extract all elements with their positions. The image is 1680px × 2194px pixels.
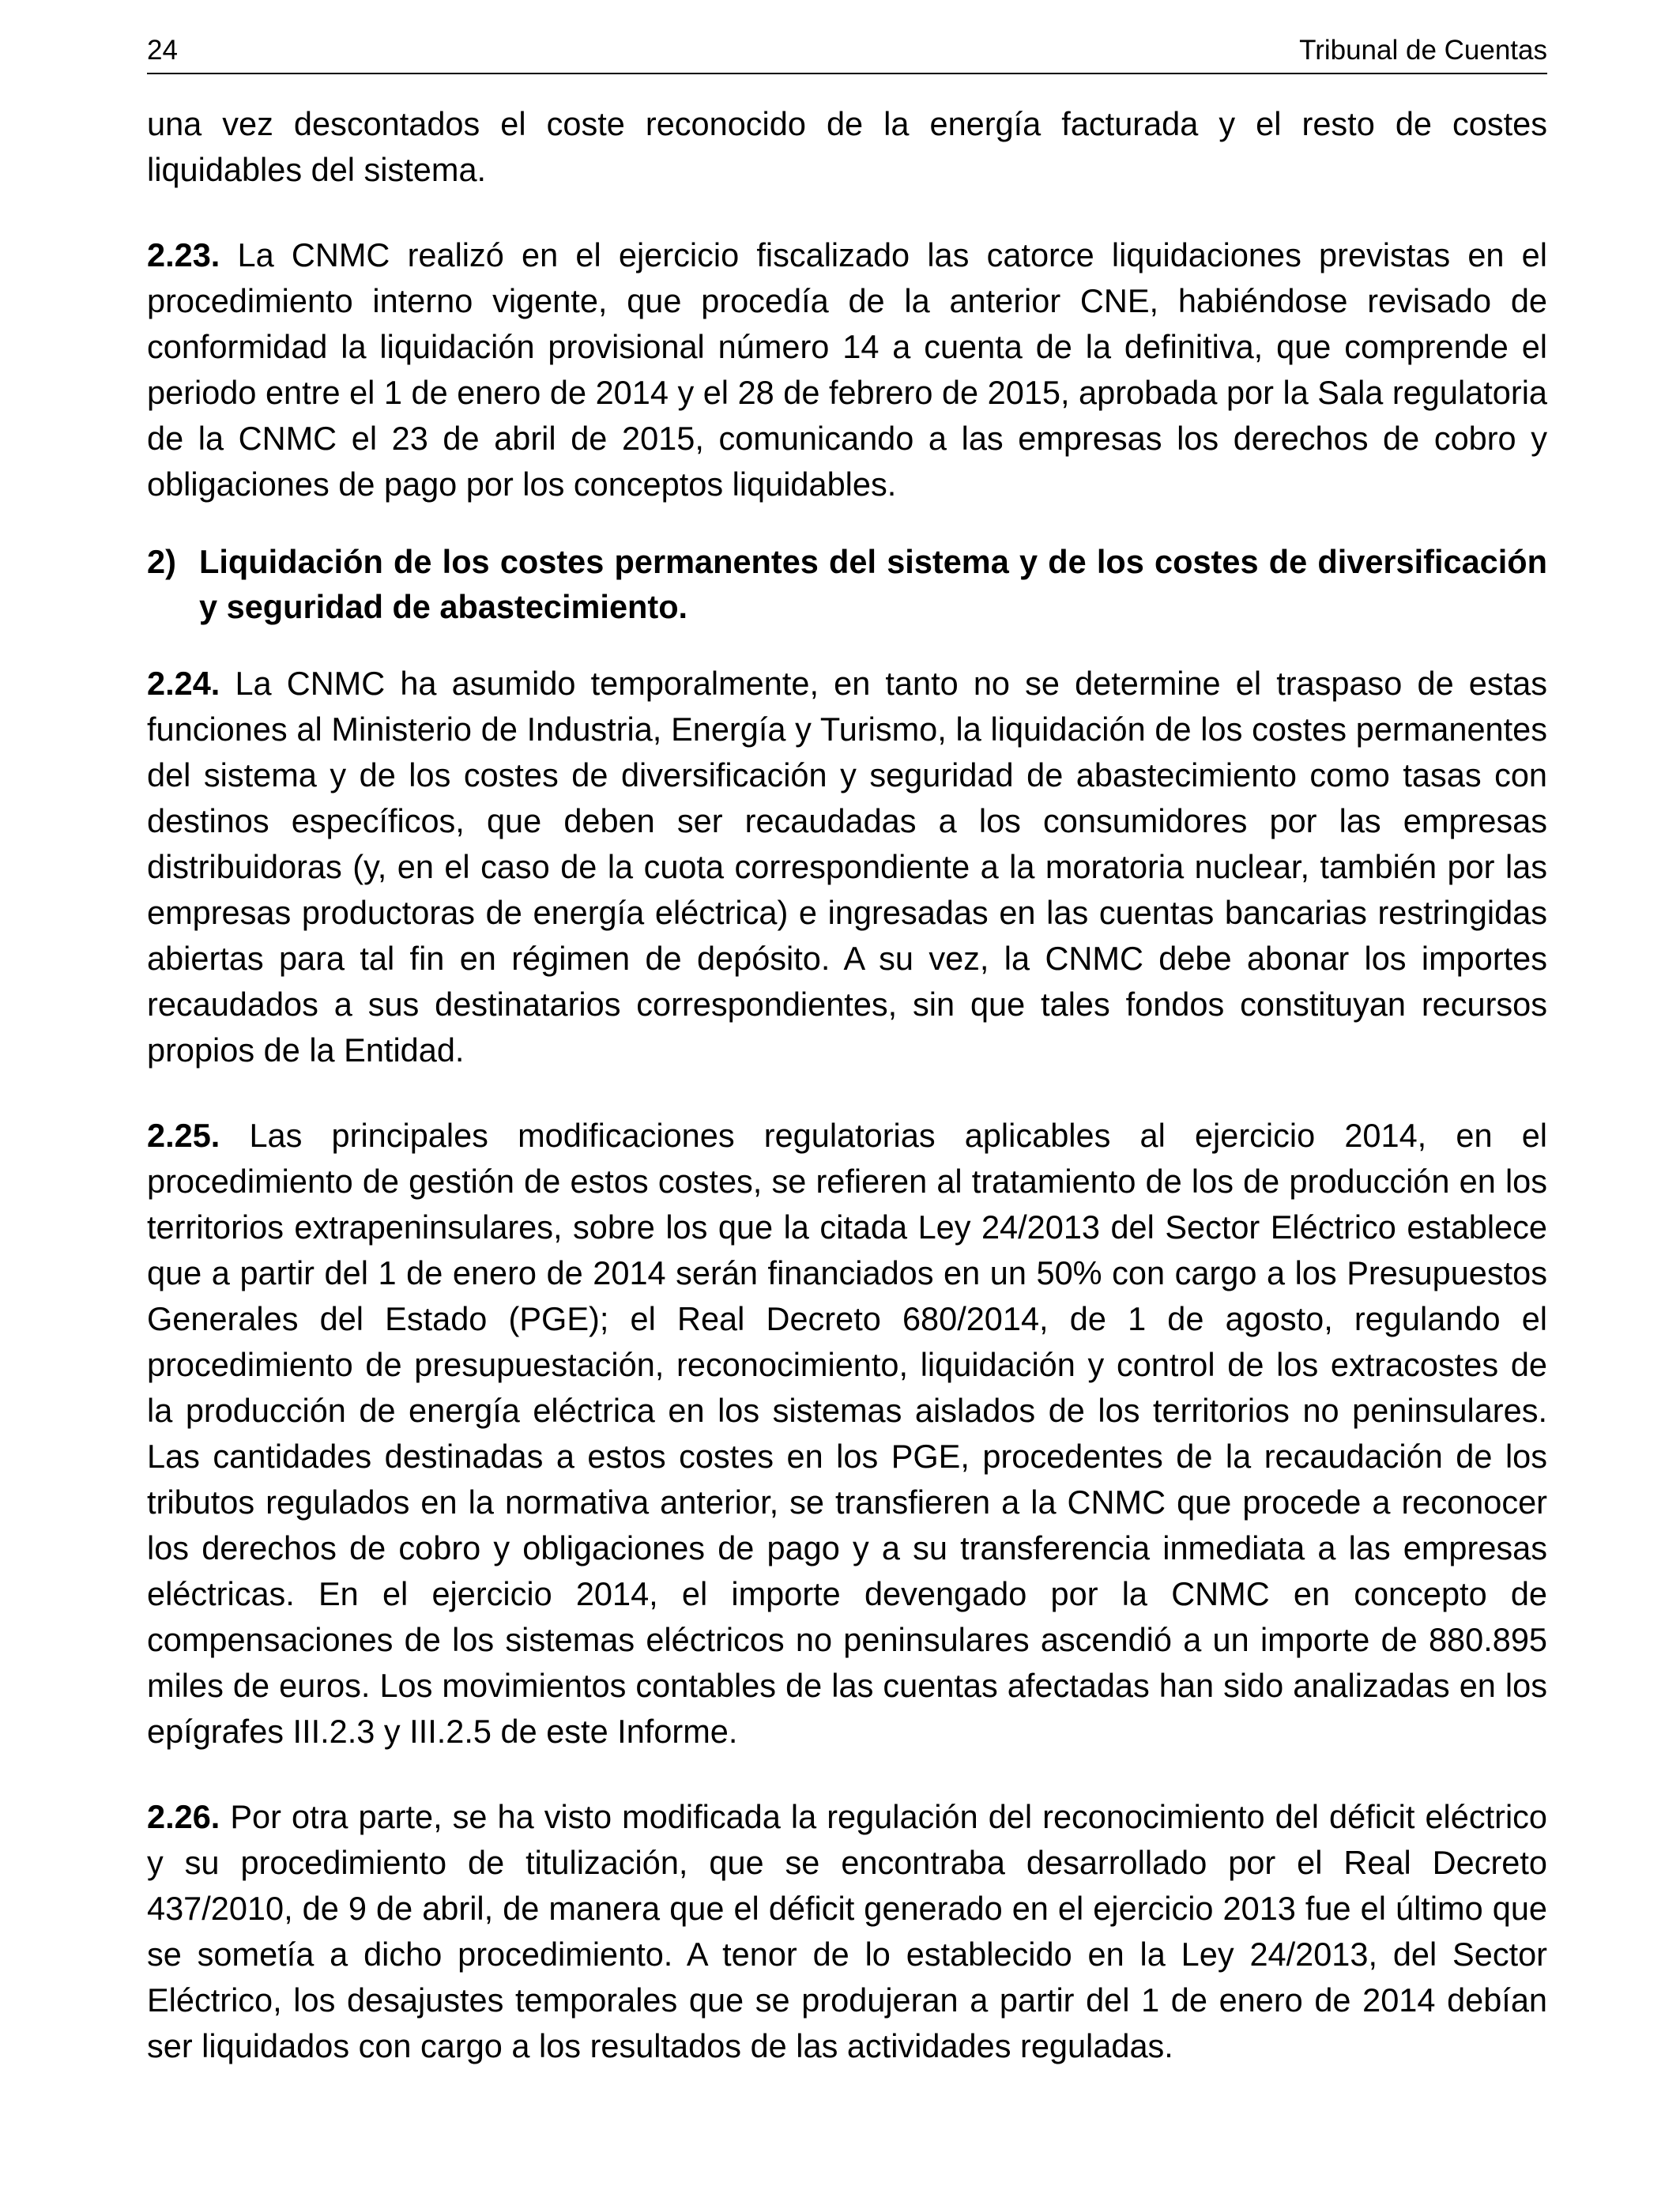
- paragraph-2-24: [147, 661, 1547, 1073]
- paragraph-text: Las principales modificaciones regulatorias aplicables al ejercicio 2014, en el procedimiento de gestión de estos costes, se refieren al tratamiento de los de producción en los territorios extrapeninsulares, sobre los que la citada Ley 24/2013 del Sector Eléctrico establece que a partir del 1 de enero de 2014 serán financiados en un 50% con cargo a los Presupuestos Generales del Estado (PGE); el Real Decreto 680/2014, de 1 de agosto, regulando el procedimiento de presupuestación, reconocimiento, liquidación y control de los extracostes de la producción de energía eléctrica en los sistemas aislados de los territorios no peninsulares. Las cantidades destinadas a estos costes en los PGE, procedentes de la recaudación de los tributos regulados en la normativa anterior, se transfieren a la CNMC que procede a reconocer los derechos de cobro y obligaciones de pago y a su transferencia inmediata a las empresas eléctricas. En el ejercicio 2014, el importe devengado por la CNMC en concepto de compensaciones de los sistemas eléctricos no peninsulares ascendió a un importe de 880.895 miles de euros. Los movimientos contables de las cuentas afectadas han sido analizadas en los epígrafes III.2.3 y III.2.5 de este Informe.: [147, 1117, 1547, 1750]
- paragraph-text: una vez descontados el coste reconocido de la energía facturada y el resto de costes liquidables del sistema.: [147, 105, 1547, 188]
- paragraph-number: 2.25.: [147, 1117, 220, 1154]
- section-marker: 2): [147, 543, 176, 580]
- paragraph-2-25: [147, 1113, 1547, 1755]
- paragraph-2-26: [147, 1794, 1547, 2069]
- page-number: 24: [147, 35, 178, 66]
- document-page: [147, 28, 1547, 2109]
- running-title: Tribunal de Cuentas: [1299, 35, 1547, 66]
- section-heading: [147, 539, 1547, 629]
- paragraph-text: Por otra parte, se ha visto modificada la regulación del reconocimiento del déficit eléctrico y su procedimiento de titulización, que se encontraba desarrollado por el Real Decreto 437/2010, de 9 de abril, de manera que el déficit generado en el ejercicio 2013 fue el último que se sometía a dicho procedimiento. A tenor de lo establecido en la Ley 24/2013, del Sector Eléctrico, los desajustes temporales que se produjeran a partir del 1 de enero de 2014 debían ser liquidados con cargo a los resultados de las actividades reguladas.: [147, 1798, 1547, 2064]
- paragraph-number: 2.26.: [147, 1798, 220, 1835]
- paragraph-text: La CNMC ha asumido temporalmente, en tanto no se determine el traspaso de estas funciones al Ministerio de Industria, Energía y Turismo, la liquidación de los costes permanentes del sistema y de los costes de diversificación y seguridad de abastecimiento como tasas con destinos específicos, que deben ser recaudadas a los consumidores por las empresas distribuidoras (y, en el caso de la cuota correspondiente a la moratoria nuclear, también por las empresas productoras de energía eléctrica) e ingresadas en las cuentas bancarias restringidas abiertas para tal fin en régimen de depósito. A su vez, la CNMC debe abonar los importes recaudados a sus destinatarios correspondientes, sin que tales fondos constituyan recursos propios de la Entidad.: [147, 665, 1547, 1069]
- page-body: [147, 101, 1547, 2069]
- paragraph-number: 2.23.: [147, 236, 220, 273]
- page-header: [147, 28, 1547, 74]
- paragraph-continuation: [147, 101, 1547, 193]
- paragraph-text: La CNMC realizó en el ejercicio fiscalizado las catorce liquidaciones previstas en el procedimiento interno vigente, que procedía de la anterior CNE, habiéndose revisado de conformidad la liquidación provisional número 14 a cuenta de la definitiva, que comprende el periodo entre el 1 de enero de 2014 y el 28 de febrero de 2015, aprobada por la Sala regulatoria de la CNMC el 23 de abril de 2015, comunicando a las empresas los derechos de cobro y obligaciones de pago por los conceptos liquidables.: [147, 236, 1547, 503]
- paragraph-2-23: [147, 232, 1547, 507]
- section-title: Liquidación de los costes permanentes del sistema y de los costes de diversificación y seguridad de abastecimiento.: [199, 543, 1547, 625]
- paragraph-number: 2.24.: [147, 665, 220, 702]
